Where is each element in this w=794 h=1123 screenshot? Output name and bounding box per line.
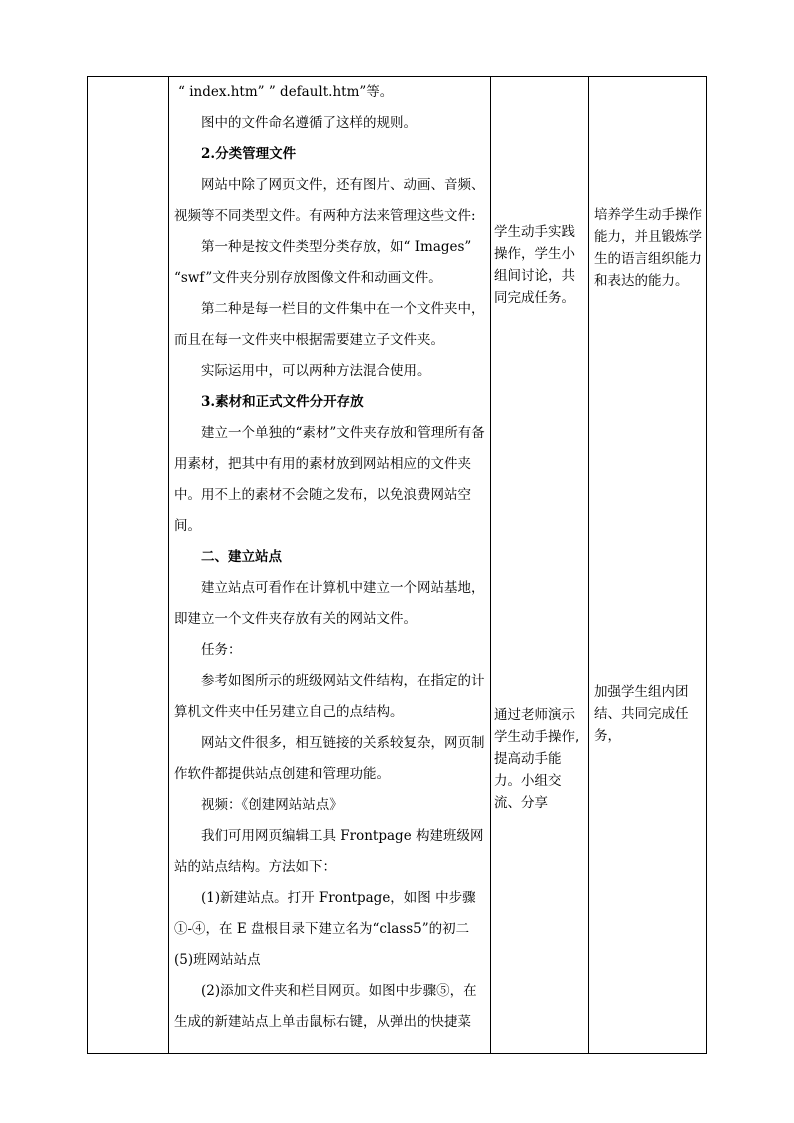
student-activity-2: 通过老师演示学生动手操作,提高动手能力。小组交流、分享 [494,707,580,811]
content-paragraph: 任务： [201,642,242,658]
content-paragraph: 实际运用中，可以两种方法混合使用。 [201,363,431,379]
section-heading: 二、建立站点 [201,549,282,565]
lesson-plan-table [87,76,707,1054]
content-paragraph: 参考如图所示的班级网站文件结构，在指定的计算机文件夹中任另建立自己的点结构。 [174,673,485,720]
content-paragraph: 图中的文件命名遵循了这样的规则。 [201,115,417,131]
section-heading: 2.分类管理文件 [201,146,297,162]
teaching-content-column [168,77,490,1053]
content-paragraph: (2)添加文件夹和栏目网页。如图中步骤⑤，在生成的新建站点上单击鼠标右键，从弹出的快捷菜 [174,983,477,1030]
content-paragraph: “ index.htm” ” default.htm”等。 [178,84,394,100]
student-activity-1: 学生动手实践操作，学生小组间讨论，共同完成任务。 [494,224,575,306]
content-paragraph: (1)新建站点。打开 Frontpage，如图 中步骤①-④，在 E 盘根目录下建立名为“class5”的初二(5)班网站站点 [174,890,476,968]
column-divider-3 [588,77,589,1053]
content-paragraph: 建立站点可看作在计算机中建立一个网站基地，即建立一个文件夹存放有关的网站文件。 [174,580,485,627]
content-paragraph: 我们可用网页编辑工具 Frontpage 构建班级网站的站点结构。方法如下： [174,828,484,875]
design-intent-1: 培养学生动手操作能力，并且锻炼学生的语言组织能力和表达的能力。 [594,207,702,289]
section-heading: 3.素材和正式文件分开存放 [201,394,364,410]
content-paragraph: 视频：《创建网站站点》 [201,797,343,813]
content-paragraph: 网站文件很多，相互链接的关系较复杂，网页制作软件都提供站点创建和管理功能。 [174,735,485,782]
design-intent-2: 加强学生组内团结、共同完成任务， [594,684,689,744]
content-paragraph: 建立一个单独的“素材”文件夹存放和管理所有备用素材，把其中有用的素材放到网站相应的文件夹中。用不上的素材不会随之发布，以免浪费网站空间。 [174,425,485,534]
column-divider-2 [490,77,491,1053]
content-paragraph: 网站中除了网页文件，还有图片、动画、音频、视频等不同类型文件。有两种方法来管理这些文件: [174,177,485,224]
content-paragraph: 第二种是每一栏目的文件集中在一个文件夹中，而且在每一文件夹中根据需要建立子文件夹。 [174,301,485,348]
content-paragraph: 第一种是按文件类型分类存放，如“ Images” “swf”文件夹分别存放图像文件和动画文件。 [174,239,472,286]
